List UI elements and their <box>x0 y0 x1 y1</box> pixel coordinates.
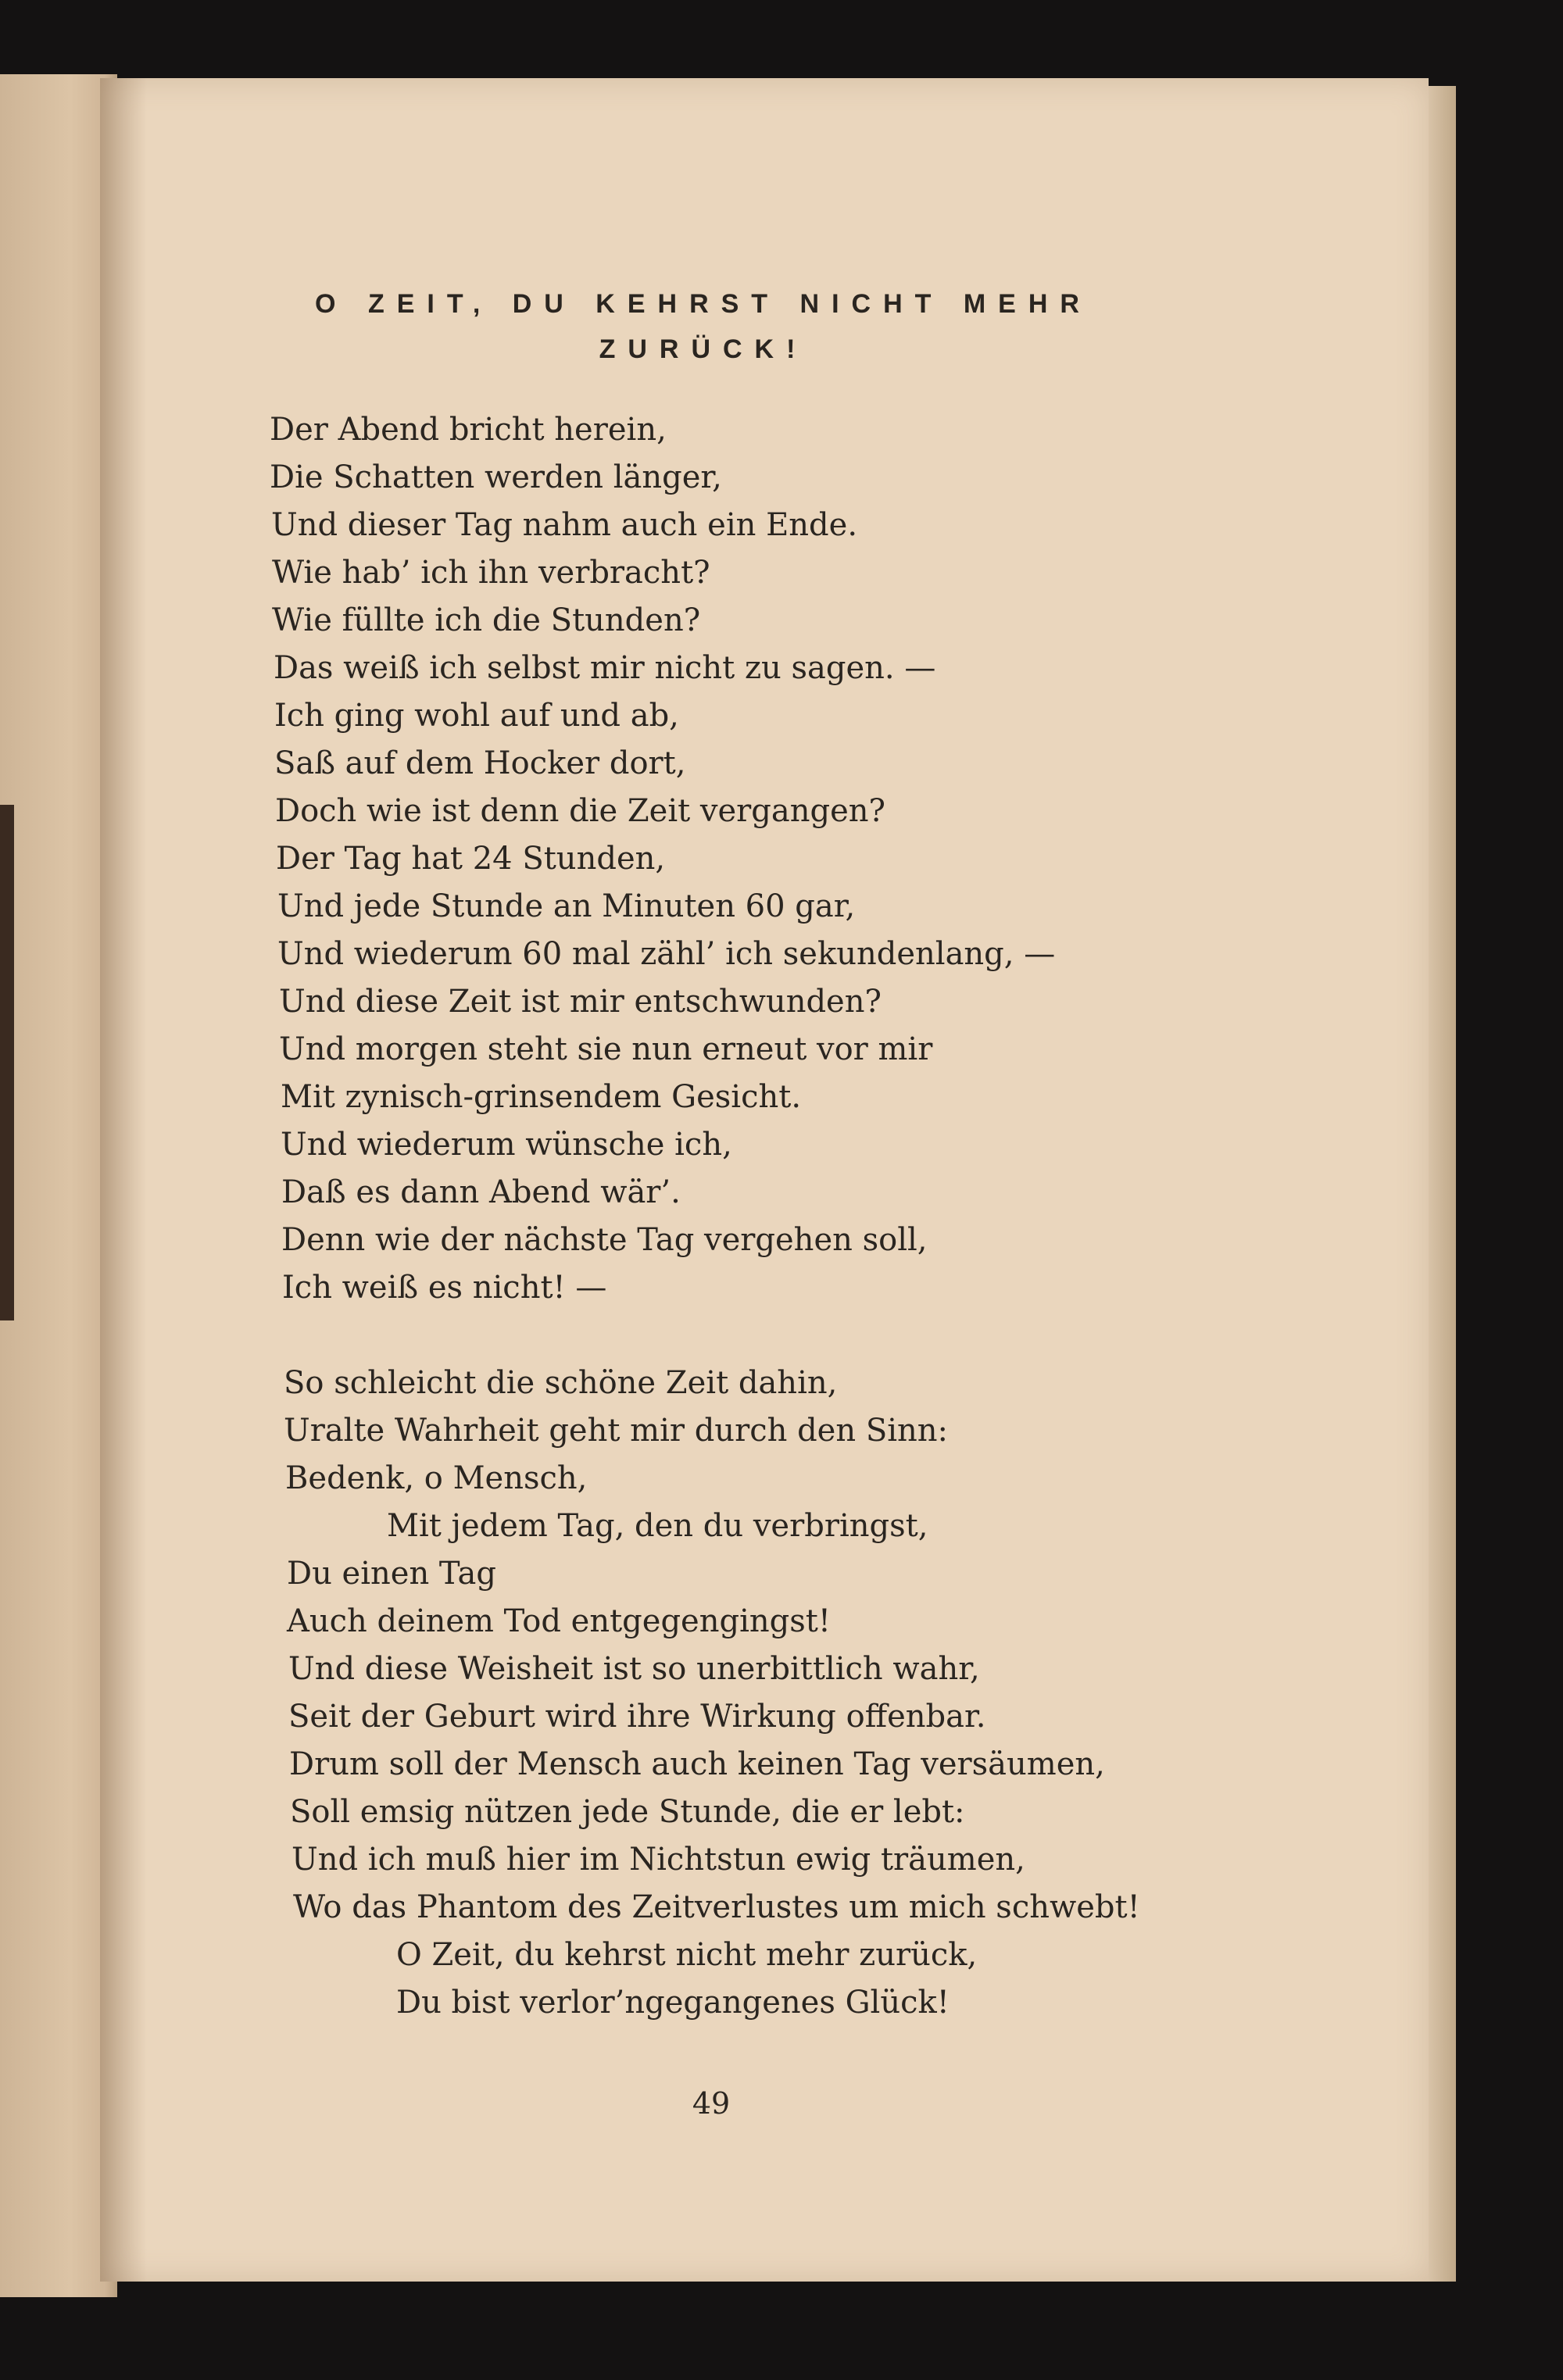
poem-line: Und morgen steht sie nun erneut vor mir <box>279 1031 933 1067</box>
poem-line: Du einen Tag <box>287 1556 496 1592</box>
poem-line: Drum soll der Mensch auch keinen Tag versäumen, <box>289 1746 1105 1782</box>
poem-line: Und dieser Tag nahm auch ein Ende. <box>271 507 858 543</box>
poem-line-indented: Du bist verlor’ngegangenes Glück! <box>396 1985 950 2021</box>
left-page-illustration-edge <box>0 805 14 1320</box>
poem-line: Mit zynisch-grinsendem Gesicht. <box>281 1079 802 1115</box>
poem-line: Ich weiß es nicht! — <box>282 1270 607 1306</box>
poem-line: Und wiederum wünsche ich, <box>281 1127 732 1163</box>
poem-title: O ZEIT, DU KEHRST NICHT MEHR ZURÜCK! <box>315 289 1092 364</box>
poem-line: Doch wie ist denn die Zeit vergangen? <box>275 793 885 829</box>
poem-line: Ich ging wohl auf und ab, <box>274 698 679 734</box>
poem-line: Und wiederum 60 mal zähl’ ich sekundenlang, — <box>277 936 1056 972</box>
poem-line: Der Abend bricht herein, <box>270 412 667 448</box>
poem-line-indented: O Zeit, du kehrst nicht mehr zurück, <box>396 1937 978 1973</box>
page-number: 49 <box>692 2086 731 2121</box>
poem-line: Uralte Wahrheit geht mir durch den Sinn: <box>284 1413 949 1449</box>
poem-line: Daß es dann Abend wär’. <box>281 1174 681 1210</box>
page-gutter-shadow <box>100 78 147 2282</box>
poem-line: Und diese Zeit ist mir entschwunden? <box>279 984 882 1020</box>
poem-line: Auch deinem Tod entgegengingst! <box>287 1603 831 1639</box>
poem-line: Das weiß ich selbst mir nicht zu sagen. — <box>274 650 936 686</box>
poem-line-indented: Mit jedem Tag, den du verbringst, <box>387 1508 928 1544</box>
poem-line: Und diese Weisheit ist so unerbittlich wahr, <box>288 1651 980 1687</box>
poem-line: Denn wie der nächste Tag vergehen soll, <box>281 1222 928 1258</box>
poem-line: Wo das Phantom des Zeitverlustes um mich schwebt! <box>293 1889 1140 1925</box>
poem-line: Seit der Geburt wird ihre Wirkung offenbar. <box>288 1699 986 1735</box>
poem-line: Wie füllte ich die Stunden? <box>272 602 701 638</box>
stanza-gap <box>270 1312 1129 1360</box>
poem-line: Die Schatten werden länger, <box>270 459 722 495</box>
poem-line: Und ich muß hier im Nichtstun ewig träumen, <box>291 1842 1025 1878</box>
poem-line: Der Tag hat 24 Stunden, <box>276 841 666 877</box>
poem-line: So schleicht die schöne Zeit dahin, <box>284 1365 838 1401</box>
poem-line: Bedenk, o Mensch, <box>285 1460 588 1496</box>
poem-line: Wie hab’ ich ihn verbracht? <box>272 555 710 591</box>
poem-body <box>270 406 1140 2027</box>
page-edge <box>1429 86 1456 2282</box>
poem-line: Und jede Stunde an Minuten 60 gar, <box>277 888 856 924</box>
poem-line: Saß auf dem Hocker dort, <box>274 745 686 781</box>
poem-line: Soll emsig nützen jede Stunde, die er lebt: <box>290 1794 965 1830</box>
